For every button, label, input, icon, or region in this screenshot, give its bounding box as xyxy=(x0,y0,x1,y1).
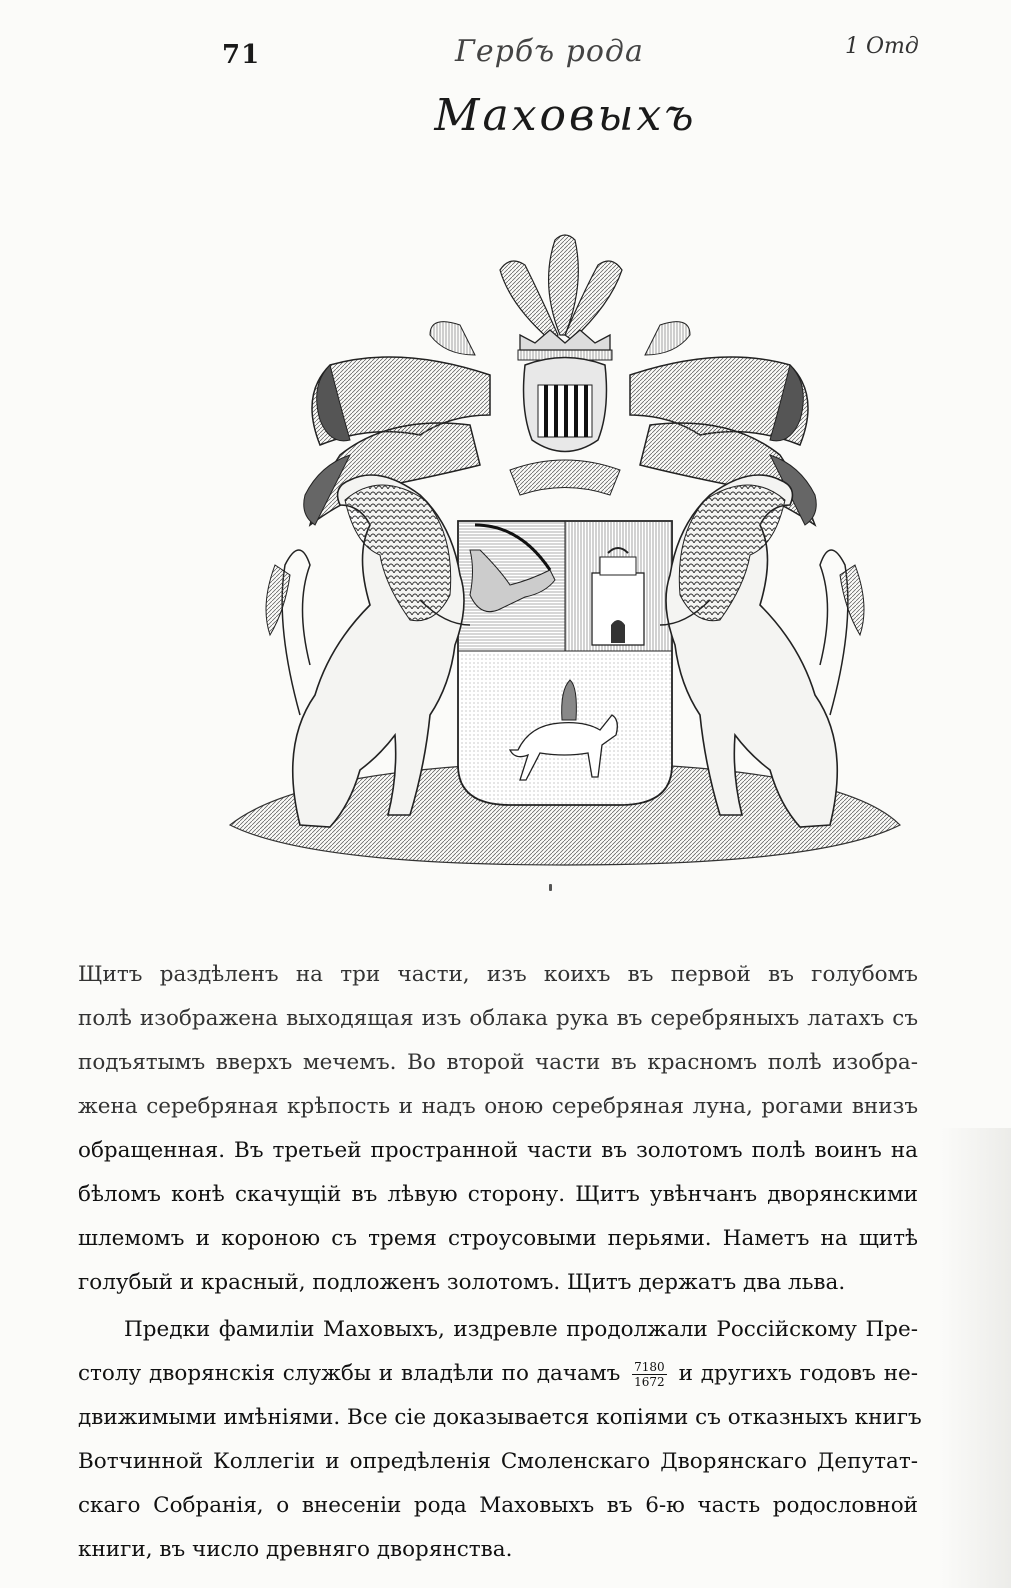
text-line: полѣ изображена выходящая изъ облака рука въ серебряныхъ латахъ съ xyxy=(78,1006,918,1031)
family-title: Маховыхъ xyxy=(434,90,697,141)
history-paragraph xyxy=(78,1308,922,1572)
page-number: 71 xyxy=(222,40,261,70)
text-line: шлемомъ и короною съ тремя строусовыми перьями. Наметъ на щитѣ xyxy=(78,1226,918,1251)
text-line: жена серебряная крѣпость и надъ оною серебряная луна, рогами внизъ xyxy=(78,1094,918,1119)
fraction-denominator: 1672 xyxy=(634,1374,665,1389)
date-fraction xyxy=(632,1360,667,1389)
text-line: Предки фамиліи Маховыхъ, издревле продолжали Россійскому Пре- xyxy=(124,1317,918,1342)
helmet xyxy=(510,358,620,496)
text-line: бѣломъ конѣ скачущій въ лѣвую сторону. Щитъ увѣнчанъ дворянскими xyxy=(78,1182,918,1207)
blazon-paragraph xyxy=(78,953,918,1305)
text-line: голубый и красный, подложенъ золотомъ. Щитъ держатъ два льва. xyxy=(78,1270,846,1295)
text-fragment: столу дворянскія службы и владѣли по дачамъ xyxy=(78,1361,621,1386)
page-edge-shadow xyxy=(941,1128,1011,1588)
text-line: книги, въ число древняго дворянства. xyxy=(78,1537,513,1562)
print-mark xyxy=(549,884,552,891)
text-line-with-fraction xyxy=(78,1352,918,1396)
text-line: движимыми имѣніями. Все сіе доказывается копіями съ отказныхъ книгъ xyxy=(78,1405,922,1430)
text-line: подъятымъ вверхъ мечемъ. Во второй части въ красномъ полѣ изобра- xyxy=(78,1050,918,1075)
coat-of-arms-illustration xyxy=(220,225,910,875)
text-line: Вотчинной Коллегіи и опредѣленія Смоленскаго Дворянскаго Депутат- xyxy=(78,1449,918,1474)
text-fragment: и другихъ годовъ не- xyxy=(678,1361,919,1386)
section-mark: 1 Отд xyxy=(845,34,919,59)
text-line: скаго Собранія, о внесеніи рода Маховыхъ въ 6-ю часть родословной xyxy=(78,1493,918,1518)
page-header xyxy=(0,30,1011,90)
header-script-heading: Гербъ рода xyxy=(455,34,644,69)
shield xyxy=(458,521,672,805)
text-line: обращенная. Въ третьей пространной части въ золотомъ полѣ воинъ на xyxy=(78,1138,918,1163)
text-line: Щитъ раздѣленъ на три части, изъ коихъ въ первой въ голубомъ xyxy=(78,962,918,987)
ostrich-feathers xyxy=(500,235,622,340)
fraction-numerator: 7180 xyxy=(634,1359,665,1374)
